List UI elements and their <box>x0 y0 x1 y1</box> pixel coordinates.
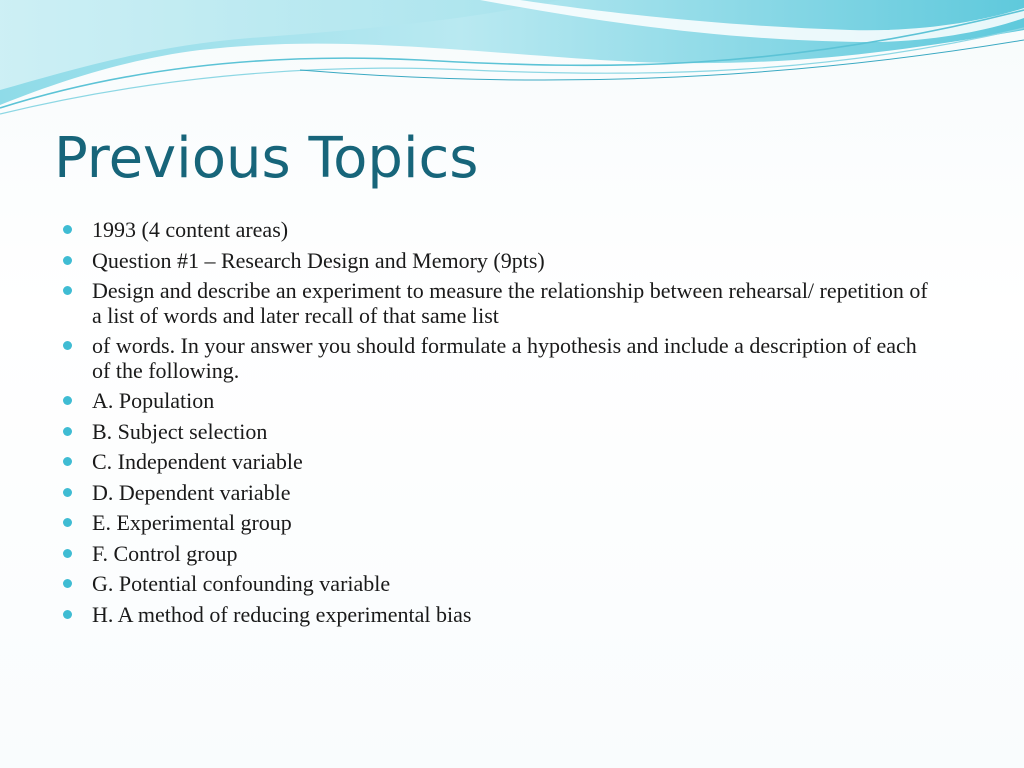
bullet-text: F. Control group <box>92 540 238 566</box>
wave-header-decoration <box>0 0 1024 130</box>
bullet-item <box>60 389 940 414</box>
dot-bullet-icon <box>63 518 72 527</box>
bullet-text: of words. In your answer you should formulate a hypothesis and include a description of each of the following. <box>92 333 917 383</box>
dot-bullet-icon <box>63 610 72 619</box>
bullet-item <box>60 450 940 475</box>
bullet-item <box>60 572 940 597</box>
dot-bullet-icon <box>63 579 72 588</box>
bullet-item <box>60 511 940 536</box>
bullet-text: Design and describe an experiment to measure the relationship between rehearsal/ repetition of a list of words and later recall of that same list <box>92 278 928 328</box>
bullet-item <box>60 249 940 274</box>
bullet-text: E. Experimental group <box>92 510 292 535</box>
bullet-text: Question #1 – Research Design and Memory (9pts) <box>92 247 545 273</box>
bullet-text: G. Potential confounding variable <box>92 571 391 596</box>
bullet-text: D. Dependent variable <box>92 479 291 505</box>
bullet-item <box>60 279 940 328</box>
bullet-item <box>60 420 940 445</box>
dot-bullet-icon <box>63 488 72 497</box>
dot-bullet-icon <box>63 549 72 558</box>
dot-bullet-icon <box>63 286 72 295</box>
dot-bullet-icon <box>63 457 72 466</box>
bullet-item <box>60 481 940 506</box>
bullet-text: 1993 (4 content areas) <box>92 217 289 242</box>
bullet-item <box>60 218 940 243</box>
bullet-text: A. Population <box>92 388 215 413</box>
bullet-item <box>60 603 940 628</box>
dot-bullet-icon <box>63 341 72 350</box>
bullet-text: B. Subject selection <box>92 418 268 444</box>
bullet-item <box>60 334 940 383</box>
dot-bullet-icon <box>63 427 72 436</box>
bullet-text: C. Independent variable <box>92 449 303 474</box>
dot-bullet-icon <box>63 256 72 265</box>
dot-bullet-icon <box>63 225 72 234</box>
bullet-text: H. A method of reducing experimental bias <box>92 601 472 627</box>
slide-title: Previous Topics <box>54 126 479 191</box>
bullet-item <box>60 542 940 567</box>
dot-bullet-icon <box>63 396 72 405</box>
bullet-list <box>60 218 940 633</box>
